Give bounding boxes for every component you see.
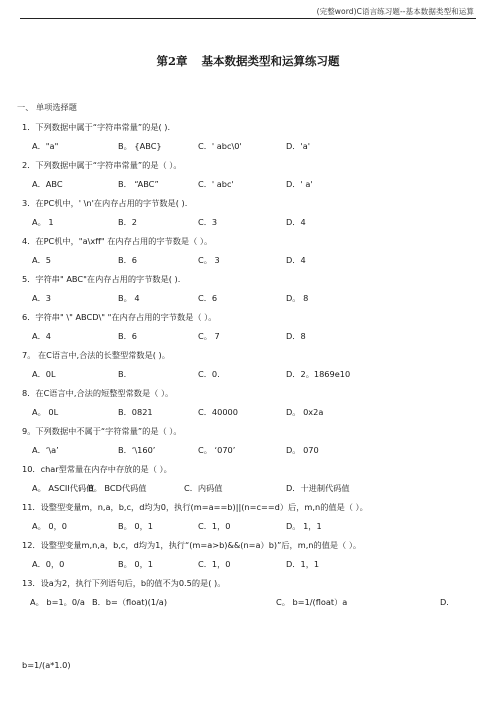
question-stem: 13．设a为2，执行下列语句后，b的值不为0.5的是( )。 bbox=[22, 578, 226, 588]
option-d: D．十进制代码值 bbox=[286, 483, 350, 493]
option-b: B。 0，1 bbox=[118, 521, 154, 531]
option-c: C．0. bbox=[198, 369, 220, 379]
question-stem: 12．设整型变量m,n,a，b,c，d均为1，执行“(m=a>b)&&(n=a）b)”后，m,n的值是（ ）。 bbox=[22, 540, 362, 550]
option-row bbox=[0, 483, 496, 495]
option-a: A．4 bbox=[32, 331, 51, 341]
option-b: B．6 bbox=[118, 255, 138, 265]
option-d: D．4 bbox=[286, 255, 306, 265]
option-b: B． “ABC” bbox=[118, 179, 159, 189]
option-b: B．2 bbox=[118, 217, 138, 227]
page-header: (完整word)C语言练习题--基本数据类型和运算 bbox=[316, 7, 474, 16]
section-heading: 一、 单项选择题 bbox=[17, 102, 77, 112]
header-rule bbox=[20, 18, 476, 19]
option-b: B．b=（float)(1/a) bbox=[92, 597, 168, 607]
option-b: B。 BCD代码值 bbox=[88, 483, 147, 493]
question-stem: 4．在PC机中，"a\xff" 在内存占用的字节数是（ ）。 bbox=[22, 236, 213, 246]
option-row bbox=[0, 559, 496, 571]
option-c: C．' abc\0' bbox=[198, 141, 242, 151]
question-stem: 9。下列数据中不属于“字符常量”的是（ ）。 bbox=[22, 426, 182, 436]
question-stem: 1．下列数据中属于“字符串常量”的是( ). bbox=[22, 122, 171, 132]
option-a: A．0，0 bbox=[32, 559, 65, 569]
option-a: A。 b=1。0/a bbox=[30, 597, 85, 607]
option-c: C。 7 bbox=[198, 331, 220, 341]
option-row bbox=[0, 369, 496, 381]
option-c: C．1，0 bbox=[198, 559, 231, 569]
option-a: A。 0L bbox=[32, 407, 59, 417]
option-a: A．ABC bbox=[32, 179, 63, 189]
option-a: A。 ASCII代码值 bbox=[32, 483, 95, 493]
option-row bbox=[0, 407, 496, 419]
option-d: D。 1，1 bbox=[286, 521, 322, 531]
option-b: B．0821 bbox=[118, 407, 153, 417]
option-c: C．3 bbox=[198, 217, 218, 227]
option-d: D。 070 bbox=[286, 445, 319, 455]
option-d: D。 0x2a bbox=[286, 407, 324, 417]
option-a: A．‘\a’ bbox=[32, 445, 59, 455]
option-a: A．"a" bbox=[32, 141, 59, 151]
question-stem: 2．下列数据中属于“字符串常量”的是（ ）。 bbox=[22, 160, 182, 170]
question-stem: 10．char型常量在内存中存放的是（ ）。 bbox=[22, 464, 172, 474]
option-c: C．内码值 bbox=[184, 483, 223, 493]
option-row bbox=[0, 331, 496, 343]
option-d: D．1，1 bbox=[286, 559, 320, 569]
chapter-title: 第2章 基本数据类型和运算练习题 bbox=[156, 54, 340, 68]
option-b: B。 {ABC} bbox=[118, 141, 162, 151]
option-row bbox=[0, 597, 496, 609]
option-row bbox=[0, 255, 496, 267]
option-c: C．' abc' bbox=[198, 179, 234, 189]
option-b: B。 0，1 bbox=[118, 559, 154, 569]
option-b: B．‘\160’ bbox=[118, 445, 156, 455]
option-b: B。 4 bbox=[118, 293, 140, 303]
question-stem: 7。 在C语言中,合法的长整型常数是( )。 bbox=[22, 350, 170, 360]
option-continuation: b=1/(a*1.0) bbox=[22, 660, 71, 670]
option-row bbox=[0, 141, 496, 153]
option-d: D. bbox=[440, 597, 449, 607]
option-row bbox=[0, 293, 496, 305]
option-a: A．5 bbox=[32, 255, 51, 265]
option-c: C．1，0 bbox=[198, 521, 231, 531]
option-row bbox=[0, 521, 496, 533]
option-c: C．40000 bbox=[198, 407, 238, 417]
option-c: C．6 bbox=[198, 293, 218, 303]
option-a: A。 0，0 bbox=[32, 521, 67, 531]
option-b: B. bbox=[118, 369, 127, 379]
option-row bbox=[0, 445, 496, 457]
option-d: D．' a' bbox=[286, 179, 313, 189]
question-stem: 11．设整型变量m，n,a，b,c，d均为0，执行(m=a==b)||(n=c==d）后，m,n的值是（ ）。 bbox=[22, 502, 368, 512]
question-stem: 8．在C语言中,合法的短整型常数是（ ）。 bbox=[22, 388, 174, 398]
option-row bbox=[0, 217, 496, 229]
option-c: C。 3 bbox=[198, 255, 220, 265]
option-d: D．4 bbox=[286, 217, 306, 227]
option-d: D．8 bbox=[286, 331, 306, 341]
option-row bbox=[0, 179, 496, 191]
option-c: C。 b=1/(float）a bbox=[276, 597, 348, 607]
option-b: B．6 bbox=[118, 331, 138, 341]
option-c: C。 ‘070’ bbox=[198, 445, 236, 455]
option-a: A。 1 bbox=[32, 217, 54, 227]
question-stem: 6．字符串" \" ABCD\" "在内存占用的字节数是（ ）。 bbox=[22, 312, 217, 322]
option-d: D。 8 bbox=[286, 293, 309, 303]
question-stem: 3．在PC机中，' \n'在内存占用的字节数是( ). bbox=[22, 198, 188, 208]
option-a: A．0L bbox=[32, 369, 56, 379]
option-a: A．3 bbox=[32, 293, 51, 303]
question-stem: 5．字符串" ABC"在内存占用的字节数是( ). bbox=[22, 274, 181, 284]
option-d: D．2。1869e10 bbox=[286, 369, 351, 379]
option-d: D．'a' bbox=[286, 141, 311, 151]
